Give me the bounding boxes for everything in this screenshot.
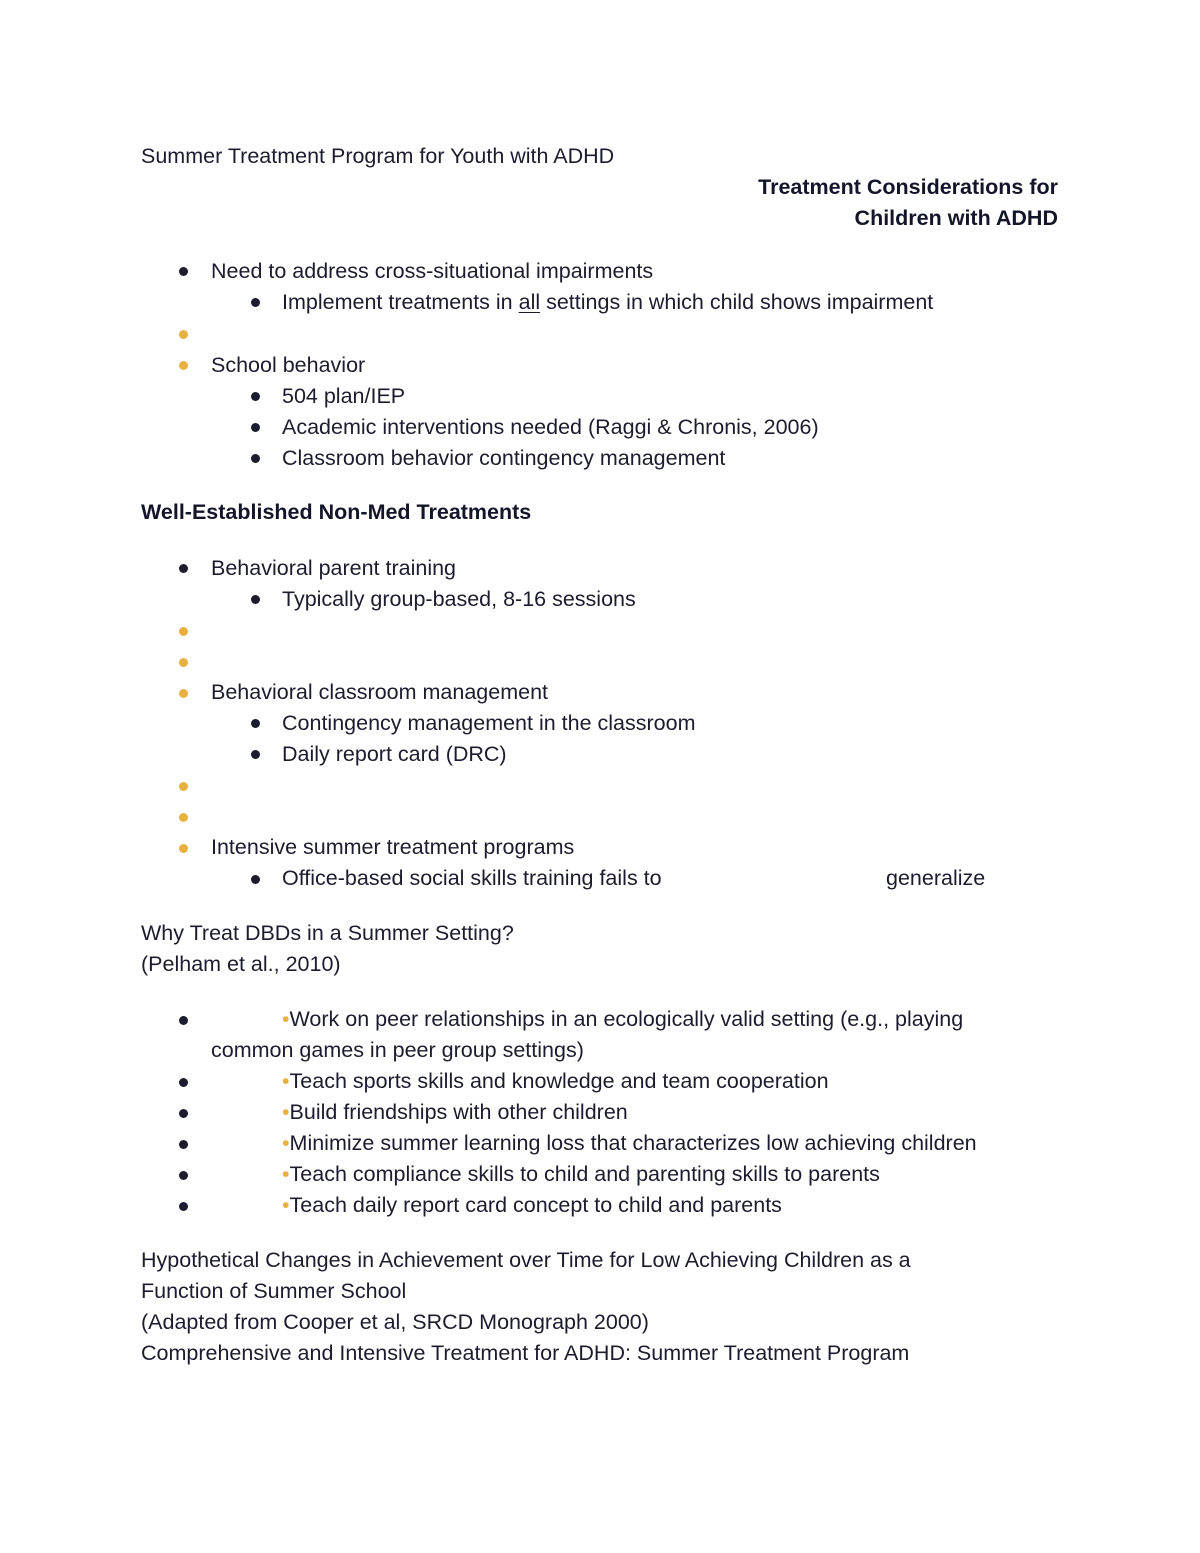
right-title-line-2: Children with ADHD (854, 206, 1058, 230)
bullet-icon (179, 1140, 188, 1149)
list-item (282, 287, 933, 318)
list-item (282, 1004, 963, 1035)
list-item (282, 1066, 829, 1097)
list-item (282, 1159, 880, 1190)
bullet-icon (179, 844, 188, 853)
list-item: Academic interventions needed (Raggi & Chronis, 2006) (282, 415, 819, 439)
list-item: Behavioral classroom management (211, 680, 548, 704)
bullet-icon (179, 1109, 188, 1118)
list-item-trailing-word: generalize (886, 866, 986, 890)
why-citation: (Pelham et al., 2010) (141, 952, 341, 976)
list-item-text: Implement treatments in (282, 290, 519, 314)
list-item: Intensive summer treatment programs (211, 835, 575, 859)
bullet-icon (251, 750, 260, 759)
list-item-text: Work on peer relationships in an ecologically valid setting (e.g., playing (289, 1007, 964, 1031)
inline-bullet-icon: • (282, 1100, 290, 1124)
list-item (282, 1128, 977, 1159)
bullet-icon (179, 361, 188, 370)
inline-bullet-icon: • (282, 1007, 290, 1031)
empty-bullet-icon (179, 627, 188, 636)
list-item-text: Build friendships with other children (289, 1100, 628, 1124)
list-item: Contingency management in the classroom (282, 711, 696, 735)
list-item-text: Teach compliance skills to child and parenting skills to parents (289, 1162, 880, 1186)
underlined-word: all (518, 290, 541, 314)
inline-bullet-icon: • (282, 1162, 290, 1186)
bullet-icon (251, 423, 260, 432)
list-item: Behavioral parent training (211, 556, 457, 580)
list-item: Classroom behavior contingency management (282, 446, 726, 470)
bullet-icon (179, 564, 188, 573)
list-item-text: Minimize summer learning loss that characterizes low achieving children (289, 1131, 977, 1155)
bullet-icon (179, 1171, 188, 1180)
bullet-icon (179, 1202, 188, 1211)
inline-bullet-icon: • (282, 1193, 290, 1217)
paragraph-line: Hypothetical Changes in Achievement over Time for Low Achieving Children as a (141, 1248, 911, 1272)
empty-bullet-icon (179, 813, 188, 822)
bullet-icon (251, 719, 260, 728)
list-item: Office-based social skills training fails to (282, 866, 662, 890)
inline-bullet-icon: • (282, 1131, 290, 1155)
list-item: Daily report card (DRC) (282, 742, 507, 766)
empty-bullet-icon (179, 782, 188, 791)
paragraph-line: (Adapted from Cooper et al, SRCD Monograph 2000) (141, 1310, 649, 1334)
bullet-icon (179, 1078, 188, 1087)
document-header-line: Summer Treatment Program for Youth with ADHD (141, 144, 615, 168)
bullet-icon (251, 298, 260, 307)
paragraph-line: Function of Summer School (141, 1279, 407, 1303)
empty-bullet-icon (179, 658, 188, 667)
list-item: Typically group-based, 8-16 sessions (282, 587, 636, 611)
list-item-text: Teach sports skills and knowledge and team cooperation (289, 1069, 829, 1093)
list-item: School behavior (211, 353, 366, 377)
list-item (282, 1190, 782, 1221)
bullet-icon (179, 1016, 188, 1025)
inline-bullet-icon: • (282, 1069, 290, 1093)
bullet-icon (179, 267, 188, 276)
bullet-icon (251, 392, 260, 401)
right-title-line-1: Treatment Considerations for (758, 175, 1058, 199)
paragraph-line: Comprehensive and Intensive Treatment for ADHD: Summer Treatment Program (141, 1341, 910, 1365)
why-title: Why Treat DBDs in a Summer Setting? (141, 921, 514, 945)
list-item (282, 1097, 628, 1128)
bullet-icon (251, 454, 260, 463)
list-item-continuation: common games in peer group settings) (211, 1038, 584, 1062)
bullet-icon (251, 595, 260, 604)
bullet-icon (179, 689, 188, 698)
empty-bullet-icon (179, 330, 188, 339)
list-item-text: Teach daily report card concept to child and parents (289, 1193, 782, 1217)
list-item: Need to address cross-situational impairments (211, 259, 654, 283)
list-item: 504 plan/IEP (282, 384, 406, 408)
list-item-text: settings in which child shows impairment (540, 290, 934, 314)
bullet-icon (251, 875, 260, 884)
section-heading: Well-Established Non-Med Treatments (141, 500, 532, 524)
